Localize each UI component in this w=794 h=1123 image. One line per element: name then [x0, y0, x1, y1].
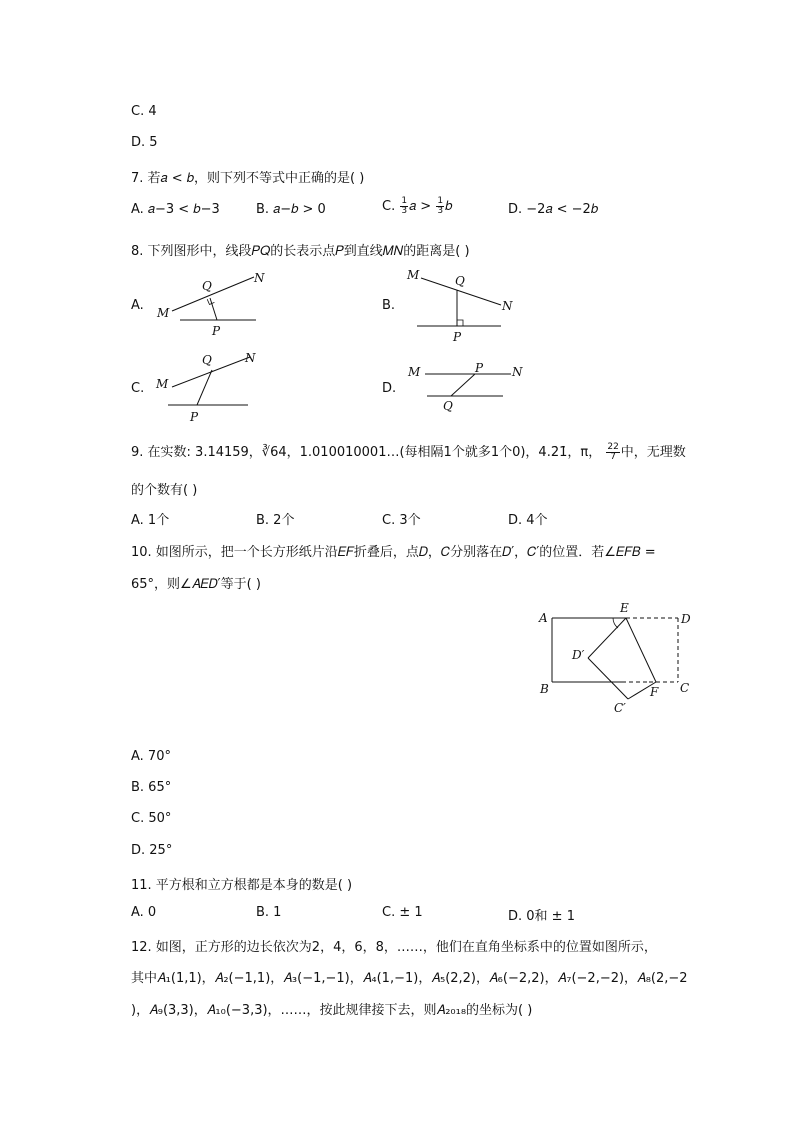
- q8-c-point-n: N: [245, 351, 256, 365]
- q8-d-point-q: Q: [443, 399, 453, 413]
- q8-stem: 8. 下列图形中，线段𝑃𝑄的长表示点𝑃到直线𝑀𝑁的距离是( ): [131, 244, 470, 259]
- q8-b-point-n: N: [502, 299, 513, 313]
- q7-fraction-1: $\frac{1}{3}$: [401, 196, 408, 216]
- q7-option-b: B. 𝑎−𝑏 > 0: [256, 202, 326, 217]
- q8-label-d: D.: [382, 381, 397, 396]
- q7-stem: 7. 若𝑎 < 𝑏，则下列不等式中正确的是( ): [131, 171, 365, 186]
- q9-option-b: B. 2个: [256, 513, 295, 528]
- q8-b-point-q: Q: [455, 274, 465, 288]
- q10-option-b: B. 65°: [131, 780, 172, 795]
- q8-b-point-p: P: [453, 330, 462, 344]
- q8-figure-c: [150, 348, 270, 426]
- q11-option-c: C. ± 1: [382, 905, 423, 920]
- q8-c-point-m: M: [156, 377, 169, 391]
- q6-option-d: D. 5: [131, 135, 158, 150]
- q8-c-point-q: Q: [202, 353, 212, 367]
- q8-label-a: A.: [131, 298, 144, 313]
- q6-option-c: C. 4: [131, 104, 157, 119]
- q8-figure-b: [405, 265, 530, 345]
- q9-stem: [131, 441, 686, 462]
- q12-line1: 12. 如图，正方形的边长依次为2，4，6，8，……，他们在直角坐标系中的位置如图所示，: [131, 940, 657, 955]
- q8-d-point-n: N: [512, 365, 523, 379]
- q11-option-d: D. 0和 ± 1: [508, 909, 575, 924]
- q8-a-point-m: M: [157, 306, 170, 320]
- q11-option-b: B. 1: [256, 905, 282, 920]
- q10-option-c: C. 50°: [131, 811, 172, 826]
- q8-label-b: B.: [382, 298, 396, 313]
- q10-point-a: A: [539, 611, 548, 625]
- q9-stem-text: 9. 在实数: 3.14159，∛64，1.010010001…(每相隔1个就多1个0)，4.2̇1̇，π，: [131, 445, 602, 460]
- q7-fraction-2: $\frac{1}{3}$: [437, 196, 444, 216]
- q9-option-d: D. 4个: [508, 513, 548, 528]
- q9-stem-line2: 的个数有( ): [131, 483, 198, 498]
- q8-c-point-p: P: [190, 410, 199, 424]
- q7-option-c-b: 𝑏: [445, 199, 453, 214]
- q10-figure: [532, 598, 700, 716]
- q8-label-c: C.: [131, 381, 145, 396]
- q8-a-point-p: P: [212, 324, 221, 338]
- q10-point-d: D: [681, 612, 691, 626]
- q12-line3: )，𝐴₉(3,3)，𝐴₁₀(−3,3)，……，按此规律接下去，则𝐴₂₀₁₈的坐标为( ): [131, 1003, 533, 1018]
- q10-point-c: C: [680, 681, 690, 695]
- q10-point-f: F: [650, 685, 659, 699]
- q8-figure-d: [405, 358, 530, 418]
- q10-point-b: B: [540, 682, 549, 696]
- q7-option-c-prefix: C.: [382, 199, 396, 214]
- q7-option-d: D. −2𝑎 < −2𝑏: [508, 202, 599, 217]
- q10-point-c-prime: C′: [614, 701, 626, 715]
- q9-stem-tail: 中，无理数: [620, 445, 686, 460]
- q8-a-point-n: N: [254, 271, 265, 285]
- q9-option-a: A. 1个: [131, 513, 170, 528]
- q9-fraction: $\frac{22}{7}$: [607, 442, 619, 462]
- q10-stem-line2: 65°，则∠𝐴𝐸𝐷′等于( ): [131, 577, 261, 592]
- q8-d-point-m: M: [408, 365, 421, 379]
- q12-line2: 其中𝐴₁(1,1)，𝐴₂(−1,1)，𝐴₃(−1,−1)，𝐴₄(1,−1)，𝐴₅(2,2)，𝐴₆(−2,2)，𝐴₇(−2,−2)，𝐴₈(2,−2: [131, 971, 688, 986]
- q7-option-a: A. 𝑎−3 < 𝑏−3: [131, 202, 220, 217]
- q10-option-d: D. 25°: [131, 843, 173, 858]
- q7-option-c-a: 𝑎 >: [409, 199, 432, 214]
- q8-a-point-q: Q: [202, 279, 212, 293]
- q10-stem: 10. 如图所示，把一个长方形纸片沿𝐸𝐹折叠后，点𝐷，𝐶分别落在𝐷′，𝐶′的位置．若∠𝐸𝐹𝐵 =: [131, 545, 656, 560]
- q10-option-a: A. 70°: [131, 749, 171, 764]
- q10-point-e: E: [620, 601, 629, 615]
- q9-option-c: C. 3个: [382, 513, 421, 528]
- q8-b-point-m: M: [407, 268, 420, 282]
- q11-stem: 11. 平方根和立方根都是本身的数是( ): [131, 878, 353, 893]
- q11-option-a: A. 0: [131, 905, 157, 920]
- q7-option-c: [382, 197, 452, 216]
- q8-figure-a: [150, 265, 270, 340]
- q10-point-d-prime: D′: [572, 648, 585, 662]
- q8-d-point-p: P: [475, 361, 484, 375]
